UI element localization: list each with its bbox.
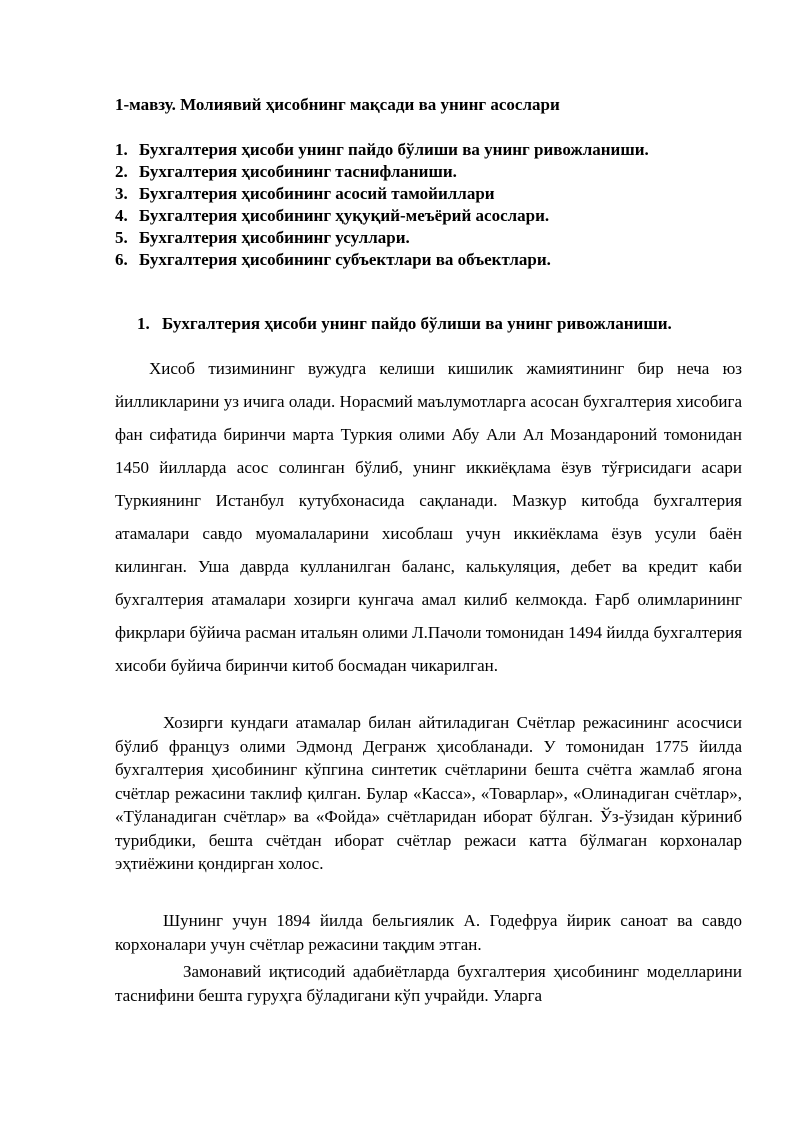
toc-item-number: 2. xyxy=(115,162,128,181)
toc-item-text: Бухгалтерия ҳисобининг ҳуқуқий-меъёрий асослари. xyxy=(139,206,550,225)
toc-item-number: 6. xyxy=(115,250,128,269)
toc-item-text: Бухгалтерия ҳисоби унинг пайдо бўлиши ва унинг ривожланиши. xyxy=(139,140,649,159)
body-paragraph: Хозирги кундаги атамалар билан айтиладиган Счётлар режасининг асосчиси бўлиб француз олими Эдмонд Дегранж ҳисобланади. У томонидан 1775 йилда бухгалтерия ҳисобининг кўпгина синтетик счётларини бешта счётга жамлаб ягона счётлар режасини таклиф қилган. Булар «Касса», «Товарлар», «Олинадиган счётлар», «Тўланадиган счётлар» ва «Фойда» счётларидан иборат бўлган. Ўз-ўзидан кўриниб турибдики, бешта счётдан иборат счётлар режаси катта бўлмаган корхоналар эҳтиёжини қондирган холос. xyxy=(115,713,742,873)
toc-item xyxy=(115,183,765,205)
section-heading-number: 1. xyxy=(137,314,150,333)
toc-item-number: 5. xyxy=(115,228,128,247)
toc-item-number: 3. xyxy=(115,184,128,203)
toc-item-text: Бухгалтерия ҳисобининг асосий тамойиллари xyxy=(139,184,495,203)
body-paragraph: Хисоб тизимининг вужудга келиши кишилик жамиятининг бир неча юз йилликларини уз ичига олади. Норасмий маълумотларга асосан бухгалтерия хисобига фан сифатида биринчи марта Туркия олими Абу Али Ал Мозандароний томонидан 1450 йилларда асос солинган бўлиб, унинг иккиёқлама ёзув тўғрисидаги асари Туркиянинг Истанбул кутубхонасида сақланади. Мазкур китобда бухгалтерия атамалари савдо муомалаларини хисоблаш учун иккиёклама ёзув усули баён килинган. Уша даврда кулланилган баланс, калькуляция, дебет ва кредит каби бухгалтерия атамалари хозирги кунгача амал килиб келмокда. Ғарб олимларининг фикрлари бўйича расман итальян олими Л.Пачоли томонидан 1494 йилда бухгалтерия хисоби буйича биринчи китоб босмадан чикарилган. xyxy=(115,359,743,675)
toc-item xyxy=(115,205,765,227)
toc-item xyxy=(115,227,765,249)
section-heading-text: Бухгалтерия ҳисоби унинг пайдо бўлиши ва унинг ривожланиши. xyxy=(162,314,672,333)
toc-item xyxy=(115,161,765,183)
body-paragraph: Шунинг учун 1894 йилда бельгиялик А. Годефруа йирик саноат ва савдо корхоналари учун счётлар режасини тақдим этган. xyxy=(115,911,742,954)
document-title: 1-мавзу. Молиявий ҳисобнинг мақсади ва унинг асослари xyxy=(115,95,560,114)
toc-item-text: Бухгалтерия ҳисобининг субъектлари ва объектлари. xyxy=(139,250,551,269)
toc-item xyxy=(115,139,765,161)
table-of-contents xyxy=(115,139,765,271)
body-paragraph: Замонавий иқтисодий адабиётларда бухгалтерия ҳисобининг моделларини таснифини бешта гуруҳга бўладигани кўп учрайди. Уларга xyxy=(115,962,742,1005)
toc-item-number: 1. xyxy=(115,140,128,159)
toc-item-number: 4. xyxy=(115,206,128,225)
toc-item-text: Бухгалтерия ҳисобининг таснифланиши. xyxy=(139,162,457,181)
section-heading xyxy=(137,314,672,334)
toc-item xyxy=(115,249,765,271)
toc-item-text: Бухгалтерия ҳисобининг усуллари. xyxy=(139,228,410,247)
